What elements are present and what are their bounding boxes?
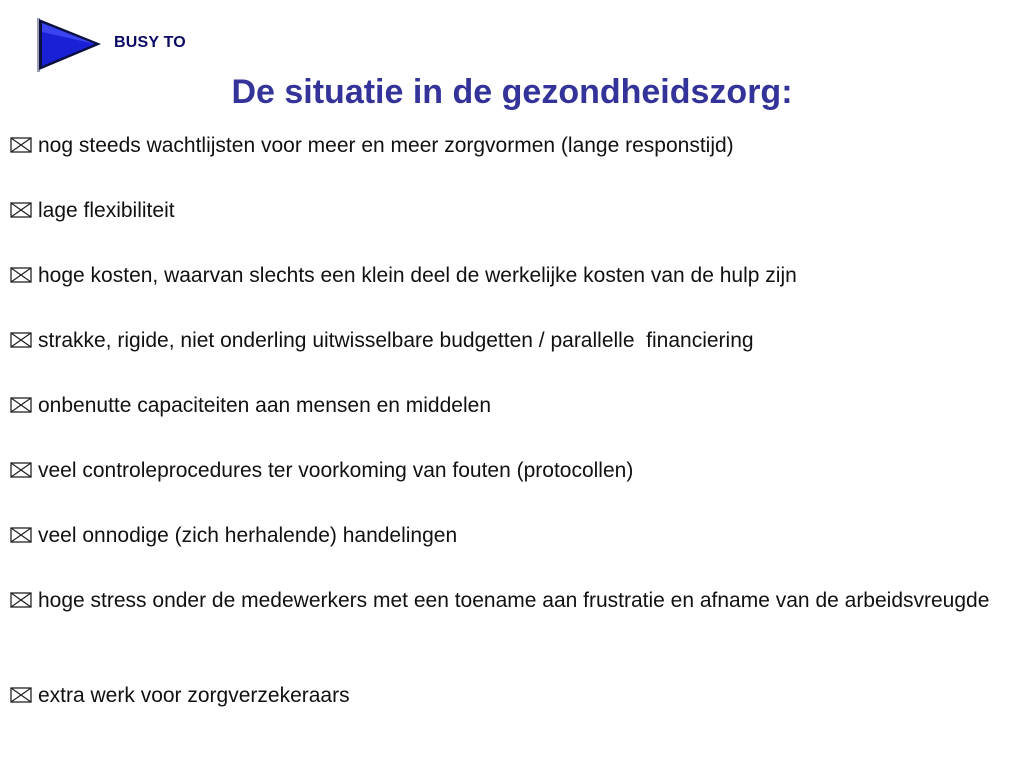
pennant-flag-icon	[33, 16, 103, 74]
bullet-text: hoge stress onder de medewerkers met een toename aan frustratie en afname van de arbeidsvreugde	[38, 589, 990, 612]
envelope-cross-icon	[10, 197, 32, 227]
bullet-text: nog steeds wachtlijsten voor meer en meer zorgvormen (lange responstijd)	[38, 134, 734, 157]
bullet-text: extra werk voor zorgverzekeraars	[38, 684, 350, 707]
bullet-text: onbenutte capaciteiten aan mensen en middelen	[38, 394, 491, 417]
list-item	[10, 391, 1010, 422]
bullet-text: veel onnodige (zich herhalende) handelingen	[38, 524, 458, 547]
busy-to-logo	[33, 16, 103, 74]
envelope-cross-icon	[10, 682, 32, 712]
envelope-cross-icon	[10, 327, 32, 357]
envelope-cross-icon	[10, 457, 32, 487]
list-item	[10, 456, 1010, 487]
bullet-text: hoge kosten, waarvan slechts een klein deel de werkelijke kosten van de hulp zijn	[38, 264, 797, 287]
envelope-cross-icon	[10, 392, 32, 422]
list-item	[10, 196, 1010, 227]
envelope-cross-icon	[10, 262, 32, 292]
list-item	[10, 326, 1010, 357]
envelope-cross-icon	[10, 587, 32, 617]
list-item	[10, 131, 1010, 162]
envelope-cross-icon	[10, 132, 32, 162]
bullet-text: strakke, rigide, niet onderling uitwisselbare budgetten / parallelle financiering	[38, 329, 754, 352]
list-item	[10, 586, 1010, 617]
list-item	[10, 261, 1010, 292]
list-item	[10, 521, 1010, 552]
page-title: De situatie in de gezondheidszorg:	[231, 73, 793, 111]
brand-name: BUSY TO	[114, 34, 186, 51]
envelope-cross-icon	[10, 522, 32, 552]
bullet-text: veel controleprocedures ter voorkoming van fouten (protocollen)	[38, 459, 634, 482]
list-item	[10, 681, 1010, 712]
bullet-text: lage flexibiliteit	[38, 199, 175, 222]
